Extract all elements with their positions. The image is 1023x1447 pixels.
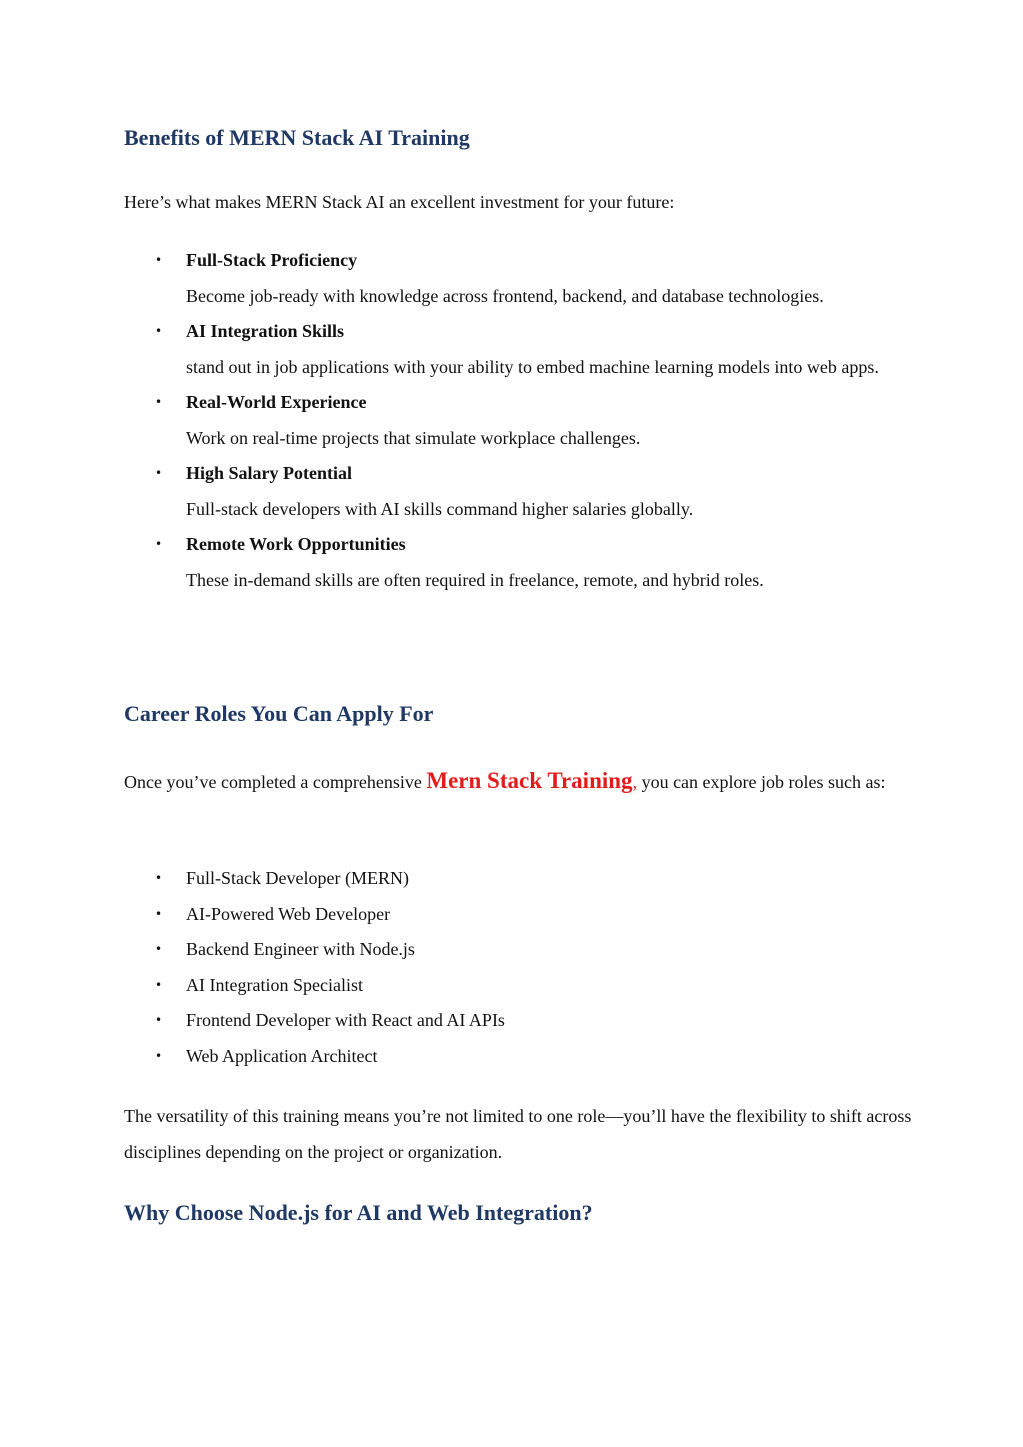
role-label: Backend Engineer with Node.js [186,939,415,959]
bullet-icon: • [155,1013,163,1027]
benefits-heading: Benefits of MERN Stack AI Training [124,125,470,150]
mern-stack-training-link[interactable]: Mern Stack Training [426,768,633,793]
benefits-list [124,243,914,598]
bullet-icon: • [155,871,163,885]
roles-list [124,861,914,1074]
list-item [124,243,914,314]
career-intro [124,762,914,801]
benefit-desc: Become job-ready with knowledge across frontend, backend, and database technologies. [186,285,824,306]
role-label: AI Integration Specialist [186,974,363,995]
list-item [124,968,914,1004]
bullet-icon: • [155,395,163,409]
bullet-icon: • [155,466,163,480]
career-intro-before: Once you’ve completed a comprehensive [124,772,427,792]
list-item [124,932,914,968]
benefit-title: High Salary Potential [186,463,352,483]
bullet-icon: • [155,253,163,267]
bullet-icon: • [155,942,163,956]
list-item [124,1039,914,1075]
benefit-desc: Work on real-time projects that simulate workplace challenges. [186,427,641,448]
benefit-title: AI Integration Skills [186,321,345,341]
list-item [124,385,914,456]
benefit-desc: Full-stack developers with AI skills command higher salaries globally. [186,498,694,519]
list-item [124,1003,914,1039]
role-label: Web Application Architect [186,1045,378,1066]
bullet-icon: • [155,906,163,921]
role-label: Full-Stack Developer (MERN) [186,868,409,888]
career-heading: Career Roles You Can Apply For [124,701,434,726]
list-item [124,897,914,933]
role-label: Frontend Developer with React and AI APIs [186,1010,505,1030]
bullet-icon: • [155,324,163,338]
benefit-title: Remote Work Opportunities [186,534,406,554]
benefits-intro: Here’s what makes MERN Stack AI an excellent investment for your future: [124,192,675,212]
bullet-icon: • [155,977,163,992]
benefit-desc: stand out in job applications with your ability to embed machine learning models into web apps. [186,356,879,377]
bullet-icon: • [155,1048,163,1063]
bullet-icon: • [155,537,163,551]
versatility-paragraph: The versatility of this training means you’re not limited to one role—you’ll have the flexibility to shift across disciplines depending on the project or organization. [124,1106,912,1162]
list-item [124,314,914,385]
role-label: AI-Powered Web Developer [186,903,391,924]
link-comma: , [632,772,638,792]
benefit-desc: These in-demand skills are often required in freelance, remote, and hybrid roles. [186,569,764,590]
benefit-title: Full-Stack Proficiency [186,250,358,270]
list-item [124,527,914,598]
career-intro-after: you can explore job roles such as: [637,772,886,792]
benefit-title: Real-World Experience [186,392,367,412]
why-heading: Why Choose Node.js for AI and Web Integration? [124,1200,593,1225]
list-item [124,861,914,897]
list-item [124,456,914,527]
